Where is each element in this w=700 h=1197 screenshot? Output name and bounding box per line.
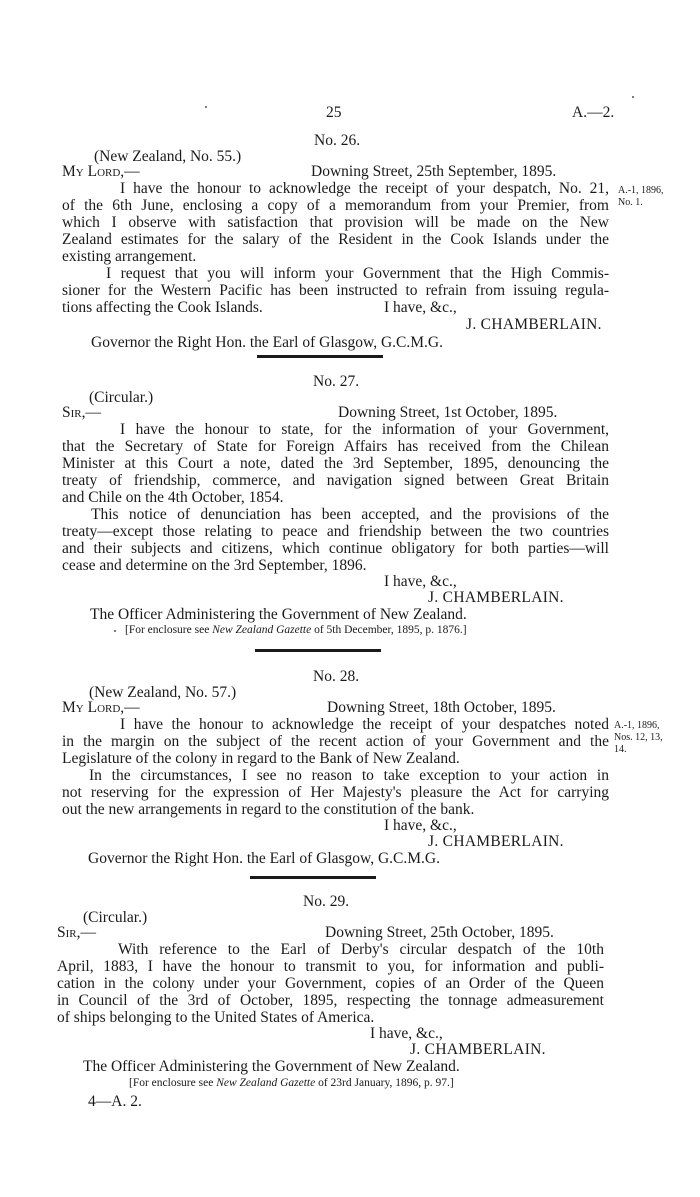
paragraph-line: which I observe with satisfaction that provision will be made on the New: [62, 214, 609, 231]
signature: J. CHAMBERLAIN.: [410, 1041, 546, 1058]
margin-note: A.-1, 1896,: [614, 720, 660, 731]
paragraph-line: In the circumstances, I see no reason to take exception to your action in: [89, 767, 609, 784]
letter-number: No. 26.: [314, 132, 361, 149]
salutation: Sir,—: [57, 924, 96, 941]
paragraph-line: I have the honour to acknowledge the receipt of your despatch, No. 21,: [120, 180, 609, 197]
printer-speck: [205, 106, 207, 108]
addressee: The Officer Administering the Government of New Zealand.: [90, 606, 467, 623]
paragraph-line: out the new arrangements in regard to the constitution of the bank.: [62, 801, 475, 818]
letter-designation: (New Zealand, No. 55.): [94, 148, 242, 165]
paragraph-line: treaty—except those relating to peace and friendship between the two countries: [62, 523, 609, 540]
letter-number: No. 28.: [313, 668, 360, 685]
paragraph-line: April, 1883, I have the honour to transmit to you, for information and publi-: [57, 958, 604, 975]
closing: I have, &c.,: [384, 573, 457, 590]
salutation: My Lord,—: [62, 699, 140, 716]
paragraph-line: in Council of the 3rd of October, 1895, respecting the tonnage admeasurement: [57, 992, 604, 1009]
page-number: 25: [326, 104, 342, 121]
enclosure-note: [For enclosure see New Zealand Gazette of 5th December, 1895, p. 1876.]: [125, 624, 467, 636]
closing: I have, &c.,: [384, 299, 457, 316]
paragraph-line: I have the honour to state, for the information of your Government,: [120, 421, 609, 438]
paragraph-line: of ships belonging to the United States of America.: [57, 1009, 375, 1026]
signature: J. CHAMBERLAIN.: [428, 589, 564, 606]
section-divider: [250, 876, 376, 879]
letter-number: No. 27.: [313, 373, 360, 390]
place-date: Downing Street, 25th October, 1895.: [325, 924, 554, 941]
enclosure-note: [For enclosure see New Zealand Gazette of 23rd January, 1896, p. 97.]: [129, 1077, 454, 1089]
paragraph-line: Legislature of the colony in regard to the Bank of New Zealand.: [62, 750, 460, 767]
document-reference: A.—2.: [572, 104, 615, 121]
paragraph-line: existing arrangement.: [62, 248, 197, 265]
section-divider: [255, 649, 381, 652]
addressee: The Officer Administering the Government of New Zealand.: [83, 1058, 460, 1075]
addressee: Governor the Right Hon. the Earl of Glasgow, G.C.M.G.: [91, 334, 443, 351]
addressee: Governor the Right Hon. the Earl of Glasgow, G.C.M.G.: [88, 850, 440, 867]
margin-note: A.-1, 1896,: [618, 185, 664, 196]
salutation: Sir,—: [62, 404, 101, 421]
signature-mark: 4—A. 2.: [88, 1093, 142, 1110]
paragraph-line: in the margin on the subject of the recent action of your Government and the: [62, 733, 609, 750]
margin-note: Nos. 12, 13,: [614, 732, 663, 743]
place-date: Downing Street, 25th September, 1895.: [311, 163, 557, 180]
letter-designation: (Circular.): [89, 389, 154, 406]
paragraph-line: I have the honour to acknowledge the receipt of your despatches noted: [120, 716, 609, 733]
section-divider: [257, 355, 383, 358]
place-date: Downing Street, 18th October, 1895.: [327, 699, 556, 716]
salutation: My Lord,—: [62, 163, 140, 180]
paragraph-line: and their subjects and citizens, which continue obligatory for both parties—will: [62, 540, 609, 557]
paragraph-line: that the Secretary of State for Foreign Affairs has received from the Chilean: [62, 438, 609, 455]
letter-designation: (Circular.): [83, 909, 148, 926]
paragraph-line: and Chile on the 4th October, 1854.: [62, 489, 284, 506]
closing: I have, &c.,: [384, 817, 457, 834]
paragraph-line: tions affecting the Cook Islands.: [62, 299, 263, 316]
closing: I have, &c.,: [370, 1025, 443, 1042]
paragraph-line: cease and determine on the 3rd September, 1896.: [62, 557, 367, 574]
paragraph-line: of the 6th June, enclosing a copy of a memorandum from your Premier, from: [62, 197, 609, 214]
place-date: Downing Street, 1st October, 1895.: [338, 404, 558, 421]
margin-note: 14.: [614, 744, 627, 755]
paragraph-line: not reserving for the expression of Her Majesty's pleasure the Act for carrying: [62, 784, 609, 801]
paragraph-line: With reference to the Earl of Derby's circular despatch of the 10th: [118, 941, 604, 958]
letter-designation: (New Zealand, No. 57.): [89, 684, 237, 701]
margin-note: No. 1.: [618, 197, 643, 208]
printer-speck: [632, 96, 634, 98]
paragraph-line: Zealand estimates for the salary of the Resident in the Cook Islands under the: [62, 231, 609, 248]
signature: J. CHAMBERLAIN.: [466, 316, 602, 333]
paragraph-line: sioner for the Western Pacific has been instructed to refrain from issuing regula-: [62, 282, 609, 299]
paragraph-line: This notice of denunciation has been accepted, and the provisions of the: [91, 506, 609, 523]
paragraph-line: cation in the colony under your Government, copies of an Order of the Queen: [57, 975, 604, 992]
signature: J. CHAMBERLAIN.: [428, 833, 564, 850]
printer-speck: [114, 630, 116, 632]
letter-number: No. 29.: [303, 893, 350, 910]
paragraph-line: I request that you will inform your Government that the High Commis-: [106, 265, 609, 282]
paragraph-line: Minister at this Court a note, dated the 3rd September, 1895, denouncing the: [62, 455, 609, 472]
paragraph-line: treaty of friendship, commerce, and navigation signed between Great Britain: [62, 472, 609, 489]
